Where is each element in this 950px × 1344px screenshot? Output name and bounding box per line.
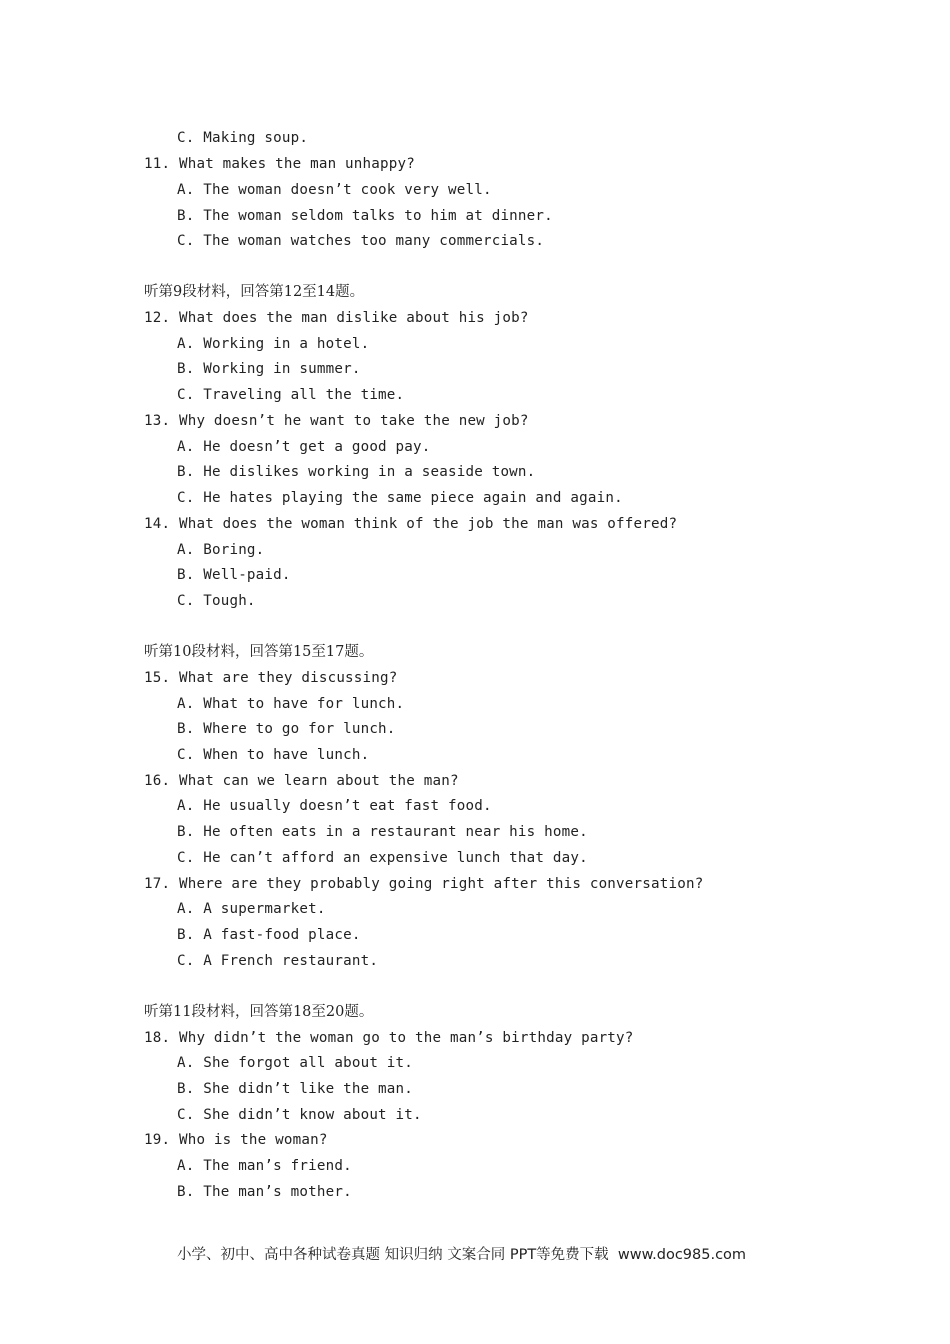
option-18c: C. She didn’t know about it. bbox=[177, 1107, 422, 1123]
option-14b: B. Well-paid. bbox=[177, 567, 291, 583]
option-15a: A. What to have for lunch. bbox=[177, 696, 405, 712]
option-15c: C. When to have lunch. bbox=[177, 747, 370, 763]
page-footer: 小学、初中、高中各种试卷真题 知识归纳 文案合同 PPT等免费下载 www.doc985.com bbox=[177, 1247, 747, 1263]
option-12b: B. Working in summer. bbox=[177, 361, 361, 377]
option-11b: B. The woman seldom talks to him at dinner. bbox=[177, 208, 553, 224]
option-13b: B. He dislikes working in a seaside town. bbox=[177, 464, 536, 480]
option-19b: B. The man’s mother. bbox=[177, 1184, 352, 1200]
question-12: 12. What does the man dislike about his job? bbox=[144, 310, 529, 326]
option-19a: A. The man’s friend. bbox=[177, 1158, 352, 1174]
question-14: 14. What does the woman think of the job the man was offered? bbox=[144, 516, 678, 532]
question-15: 15. What are they discussing? bbox=[144, 670, 398, 686]
option-12a: A. Working in a hotel. bbox=[177, 336, 370, 352]
option-17a: A. A supermarket. bbox=[177, 901, 326, 917]
section-9-heading: 听第9段材料，回答第12至14题。 bbox=[144, 284, 365, 300]
option-13a: A. He doesn’t get a good pay. bbox=[177, 439, 431, 455]
option-12c: C. Traveling all the time. bbox=[177, 387, 405, 403]
question-11: 11. What makes the man unhappy? bbox=[144, 156, 415, 172]
section-10-heading: 听第10段材料，回答第15至17题。 bbox=[144, 644, 374, 660]
question-18: 18. Why didn’t the woman go to the man’s birthday party? bbox=[144, 1030, 634, 1046]
option-17c: C. A French restaurant. bbox=[177, 953, 379, 969]
option-18a: A. She forgot all about it. bbox=[177, 1055, 414, 1071]
option-16a: A. He usually doesn’t eat fast food. bbox=[177, 798, 492, 814]
option-11a: A. The woman doesn’t cook very well. bbox=[177, 182, 492, 198]
section-11-heading: 听第11段材料，回答第18至20题。 bbox=[144, 1004, 374, 1020]
option-15b: B. Where to go for lunch. bbox=[177, 721, 396, 737]
option-17b: B. A fast-food place. bbox=[177, 927, 361, 943]
option-16c: C. He can’t afford an expensive lunch that day. bbox=[177, 850, 588, 866]
question-19: 19. Who is the woman? bbox=[144, 1132, 328, 1148]
option-14a: A. Boring. bbox=[177, 542, 265, 558]
option-11c: C. The woman watches too many commercials. bbox=[177, 233, 545, 249]
option-10c: C. Making soup. bbox=[177, 130, 309, 146]
question-13: 13. Why doesn’t he want to take the new job? bbox=[144, 413, 529, 429]
question-16: 16. What can we learn about the man? bbox=[144, 773, 459, 789]
question-17: 17. Where are they probably going right after this conversation? bbox=[144, 876, 704, 892]
option-14c: C. Tough. bbox=[177, 593, 256, 609]
option-18b: B. She didn’t like the man. bbox=[177, 1081, 414, 1097]
option-13c: C. He hates playing the same piece again and again. bbox=[177, 490, 623, 506]
option-16b: B. He often eats in a restaurant near his home. bbox=[177, 824, 588, 840]
